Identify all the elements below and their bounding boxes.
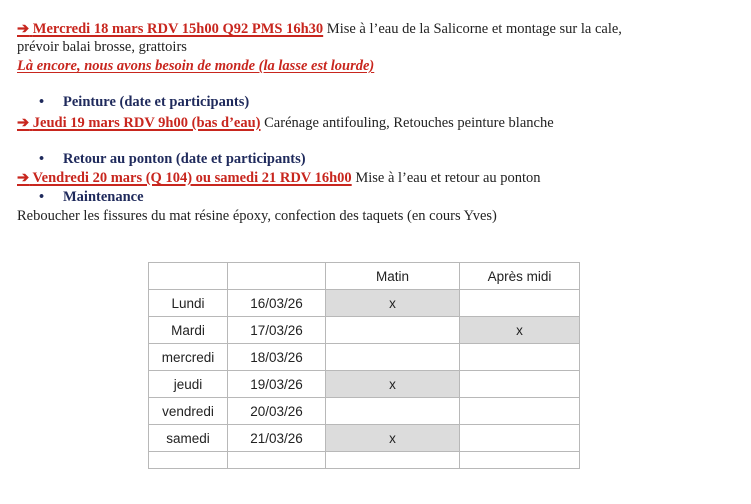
header-matin: Matin xyxy=(326,263,460,290)
aprem-cell: x xyxy=(460,317,580,344)
table-row xyxy=(149,398,580,425)
table-row xyxy=(149,371,580,398)
empty-cell xyxy=(460,452,580,469)
day-cell: vendredi xyxy=(149,398,228,425)
header-cell xyxy=(228,263,326,290)
table-row xyxy=(149,290,580,317)
empty-cell xyxy=(228,452,326,469)
date-cell: 19/03/26 xyxy=(228,371,326,398)
bullet-painting: • Peinture (date et participants) xyxy=(39,94,250,110)
aprem-cell xyxy=(460,398,580,425)
day-cell: Mardi xyxy=(149,317,228,344)
wednesday-heading: ➔ Mercredi 18 mars RDV 15h00 Q92 PMS 16h30 xyxy=(17,21,324,37)
table-row xyxy=(149,344,580,371)
date-cell: 20/03/26 xyxy=(228,398,326,425)
arrow-icon: ➔ xyxy=(17,21,30,37)
header-cell xyxy=(149,263,228,290)
arrow-icon: ➔ xyxy=(17,115,30,131)
friday-text: Mise à l’eau et retour au ponton xyxy=(355,170,541,186)
bullet-icon: • xyxy=(39,189,45,205)
thursday-heading: ➔ Jeudi 19 mars RDV 9h00 (bas d’eau) xyxy=(17,115,261,131)
date-cell: 18/03/26 xyxy=(228,344,326,371)
empty-cell xyxy=(326,452,460,469)
matin-cell xyxy=(326,317,460,344)
matin-cell: x xyxy=(326,425,460,452)
empty-cell xyxy=(149,452,228,469)
date-cell: 17/03/26 xyxy=(228,317,326,344)
friday-heading: ➔ Vendredi 20 mars (Q 104) ou samedi 21 RDV 16h00 xyxy=(17,170,352,186)
day-cell: samedi xyxy=(149,425,228,452)
bullet-icon: • xyxy=(39,151,45,167)
arrow-icon: ➔ xyxy=(17,170,30,186)
bullet-icon: • xyxy=(39,94,45,110)
day-cell: mercredi xyxy=(149,344,228,371)
date-cell: 16/03/26 xyxy=(228,290,326,317)
wednesday-text: Mise à l’eau de la Salicorne et montage sur la cale, xyxy=(326,21,622,37)
day-cell: Lundi xyxy=(149,290,228,317)
bullet-maintenance: • Maintenance xyxy=(39,189,144,205)
thursday-line xyxy=(17,114,554,132)
wednesday-text-continued: prévoir balai brosse, grattoirs xyxy=(17,39,187,55)
header-apres-midi: Après midi xyxy=(460,263,580,290)
wednesday-note: Là encore, nous avons besoin de monde (la lasse est lourde) xyxy=(17,58,375,74)
table-row-empty xyxy=(149,452,580,469)
matin-cell xyxy=(326,344,460,371)
aprem-cell xyxy=(460,425,580,452)
date-cell: 21/03/26 xyxy=(228,425,326,452)
schedule-table xyxy=(148,262,580,469)
thursday-text: Carénage antifouling, Retouches peinture blanche xyxy=(264,115,554,131)
aprem-cell xyxy=(460,371,580,398)
bullet-return: • Retour au ponton (date et participants) xyxy=(39,151,306,167)
table-row xyxy=(149,425,580,452)
matin-cell: x xyxy=(326,290,460,317)
wednesday-line xyxy=(17,20,622,38)
aprem-cell xyxy=(460,344,580,371)
aprem-cell xyxy=(460,290,580,317)
maintenance-text: Reboucher les fissures du mat résine époxy, confection des taquets (en cours Yves) xyxy=(17,208,497,224)
day-cell: jeudi xyxy=(149,371,228,398)
matin-cell: x xyxy=(326,371,460,398)
matin-cell xyxy=(326,398,460,425)
friday-line xyxy=(17,169,541,187)
table-header-row xyxy=(149,263,580,290)
table-row xyxy=(149,317,580,344)
